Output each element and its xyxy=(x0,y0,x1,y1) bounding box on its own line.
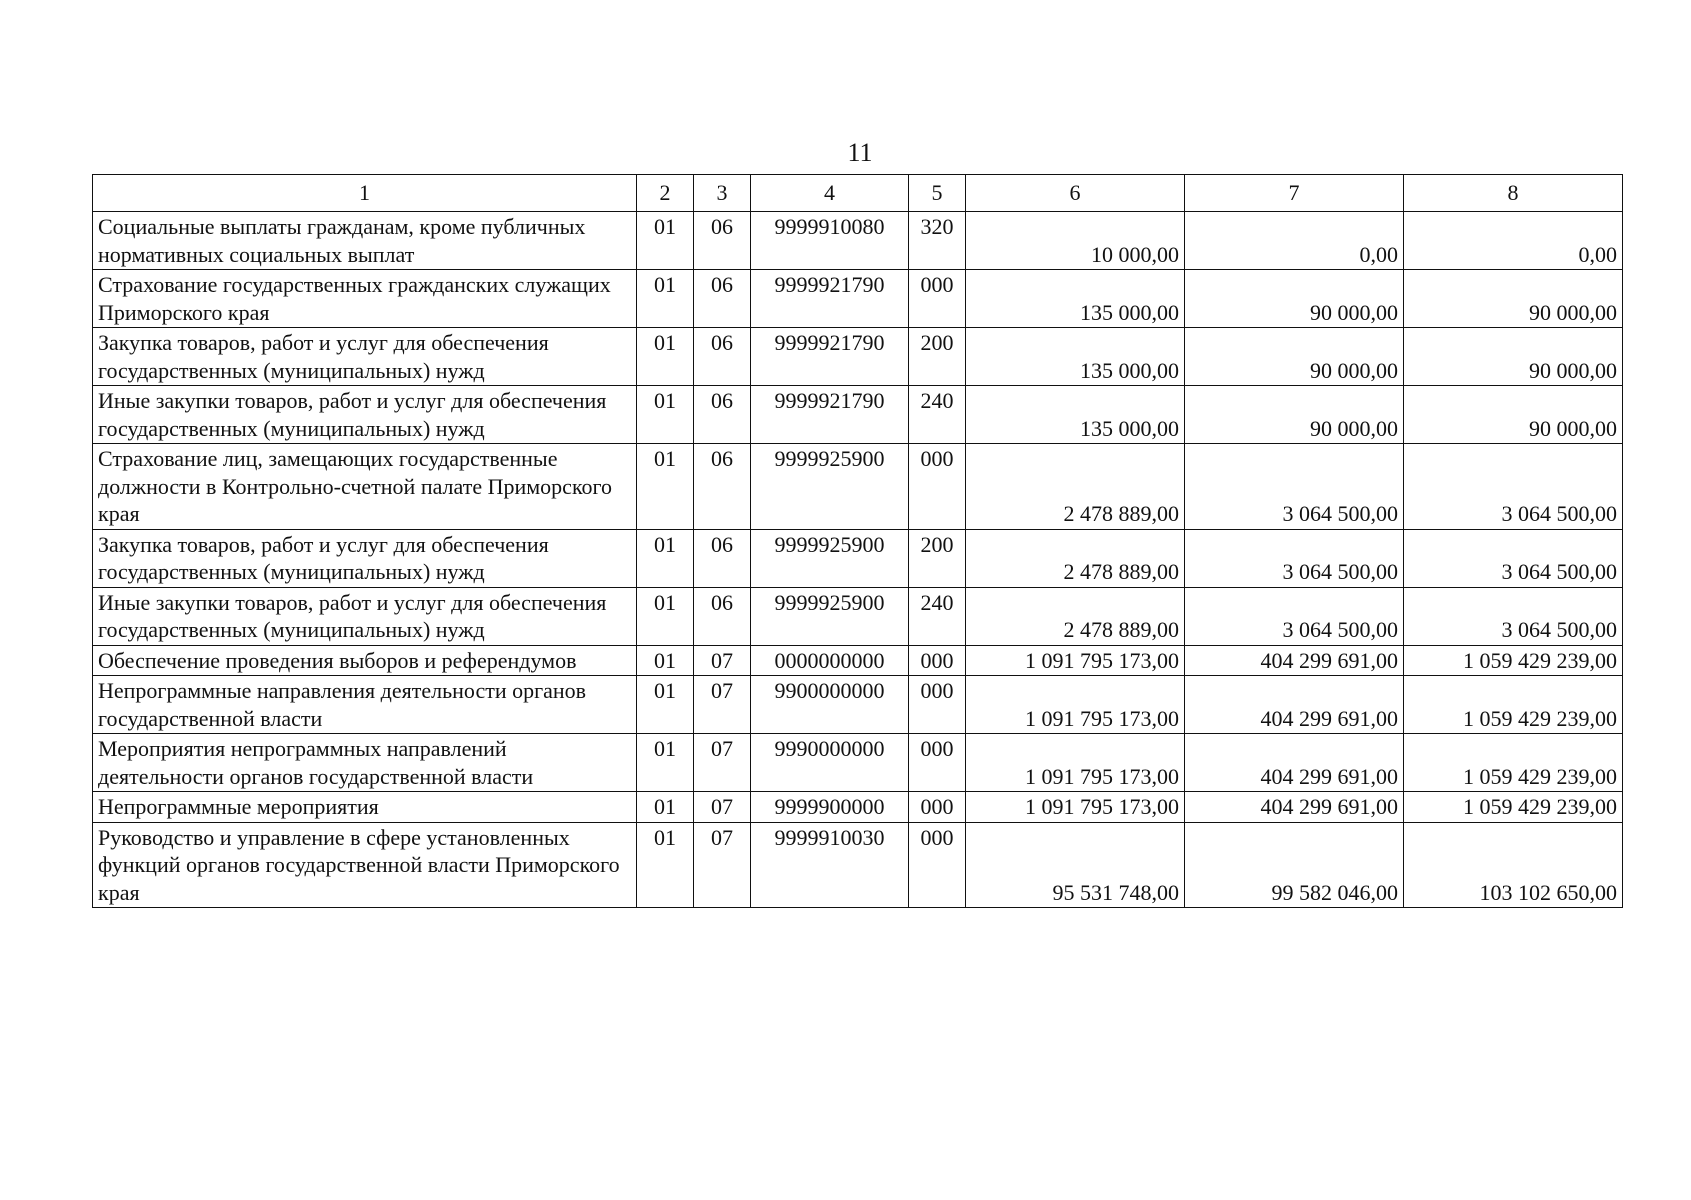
expense-type-code: 200 xyxy=(909,328,966,386)
amount-col-6: 2 478 889,00 xyxy=(966,529,1185,587)
expense-type-code: 240 xyxy=(909,587,966,645)
section-code: 01 xyxy=(637,734,694,792)
amount-col-7: 404 299 691,00 xyxy=(1185,734,1404,792)
section-code: 01 xyxy=(637,645,694,676)
amount-col-6: 95 531 748,00 xyxy=(966,822,1185,908)
amount-col-8: 90 000,00 xyxy=(1404,270,1623,328)
expense-type-code: 000 xyxy=(909,792,966,823)
amount-col-6: 1 091 795 173,00 xyxy=(966,645,1185,676)
amount-col-8: 3 064 500,00 xyxy=(1404,444,1623,530)
subsection-code: 06 xyxy=(694,270,751,328)
target-article-code: 9999921790 xyxy=(751,270,909,328)
amount-col-7: 0,00 xyxy=(1185,212,1404,270)
target-article-code: 9999925900 xyxy=(751,529,909,587)
table-row xyxy=(93,734,1623,792)
amount-col-8: 1 059 429 239,00 xyxy=(1404,676,1623,734)
subsection-code: 06 xyxy=(694,386,751,444)
amount-col-8: 90 000,00 xyxy=(1404,386,1623,444)
subsection-code: 07 xyxy=(694,676,751,734)
table-row xyxy=(93,529,1623,587)
amount-col-8: 3 064 500,00 xyxy=(1404,529,1623,587)
item-name: Обеспечение проведения выборов и референдумов xyxy=(93,645,637,676)
table-row xyxy=(93,328,1623,386)
amount-col-6: 2 478 889,00 xyxy=(966,587,1185,645)
item-name: Непрограммные мероприятия xyxy=(93,792,637,823)
table-row xyxy=(93,676,1623,734)
target-article-code: 9999925900 xyxy=(751,587,909,645)
item-name: Закупка товаров, работ и услуг для обеспечения государственных (муниципальных) нужд xyxy=(93,529,637,587)
amount-col-7: 404 299 691,00 xyxy=(1185,792,1404,823)
amount-col-6: 1 091 795 173,00 xyxy=(966,676,1185,734)
amount-col-7: 90 000,00 xyxy=(1185,386,1404,444)
item-name: Непрограммные направления деятельности органов государственной власти xyxy=(93,676,637,734)
amount-col-6: 135 000,00 xyxy=(966,270,1185,328)
amount-col-6: 135 000,00 xyxy=(966,328,1185,386)
item-name: Социальные выплаты гражданам, кроме публичных нормативных социальных выплат xyxy=(93,212,637,270)
item-name: Иные закупки товаров, работ и услуг для обеспечения государственных (муниципальных) нужд xyxy=(93,587,637,645)
column-header: 7 xyxy=(1185,175,1404,212)
target-article-code: 9900000000 xyxy=(751,676,909,734)
table-row xyxy=(93,386,1623,444)
amount-col-8: 1 059 429 239,00 xyxy=(1404,645,1623,676)
amount-col-8: 3 064 500,00 xyxy=(1404,587,1623,645)
amount-col-6: 135 000,00 xyxy=(966,386,1185,444)
expense-type-code: 320 xyxy=(909,212,966,270)
item-name: Страхование государственных гражданских служащих Приморского края xyxy=(93,270,637,328)
amount-col-7: 90 000,00 xyxy=(1185,328,1404,386)
table-body xyxy=(93,212,1623,908)
section-code: 01 xyxy=(637,386,694,444)
target-article-code: 9999921790 xyxy=(751,328,909,386)
amount-col-8: 0,00 xyxy=(1404,212,1623,270)
target-article-code: 9999925900 xyxy=(751,444,909,530)
amount-col-8: 1 059 429 239,00 xyxy=(1404,734,1623,792)
header-row xyxy=(93,175,1623,212)
amount-col-6: 1 091 795 173,00 xyxy=(966,734,1185,792)
column-header: 8 xyxy=(1404,175,1623,212)
amount-col-6: 1 091 795 173,00 xyxy=(966,792,1185,823)
target-article-code: 0000000000 xyxy=(751,645,909,676)
amount-col-8: 103 102 650,00 xyxy=(1404,822,1623,908)
item-name: Иные закупки товаров, работ и услуг для обеспечения государственных (муниципальных) нужд xyxy=(93,386,637,444)
target-article-code: 9999900000 xyxy=(751,792,909,823)
subsection-code: 07 xyxy=(694,645,751,676)
page-number: 11 xyxy=(847,138,873,167)
section-code: 01 xyxy=(637,212,694,270)
subsection-code: 06 xyxy=(694,444,751,530)
item-name: Закупка товаров, работ и услуг для обеспечения государственных (муниципальных) нужд xyxy=(93,328,637,386)
section-code: 01 xyxy=(637,792,694,823)
amount-col-7: 3 064 500,00 xyxy=(1185,444,1404,530)
item-name: Руководство и управление в сфере установленных функций органов государственной власти Приморского края xyxy=(93,822,637,908)
subsection-code: 06 xyxy=(694,529,751,587)
section-code: 01 xyxy=(637,529,694,587)
item-name: Мероприятия непрограммных направлений деятельности органов государственной власти xyxy=(93,734,637,792)
target-article-code: 9999910080 xyxy=(751,212,909,270)
expense-type-code: 240 xyxy=(909,386,966,444)
table-row xyxy=(93,270,1623,328)
amount-col-7: 404 299 691,00 xyxy=(1185,645,1404,676)
expense-type-code: 000 xyxy=(909,645,966,676)
amount-col-6: 10 000,00 xyxy=(966,212,1185,270)
expense-type-code: 000 xyxy=(909,270,966,328)
expense-type-code: 000 xyxy=(909,444,966,530)
budget-table xyxy=(92,174,1623,908)
subsection-code: 06 xyxy=(694,212,751,270)
table-row xyxy=(93,792,1623,823)
amount-col-7: 3 064 500,00 xyxy=(1185,587,1404,645)
amount-col-8: 1 059 429 239,00 xyxy=(1404,792,1623,823)
amount-col-7: 99 582 046,00 xyxy=(1185,822,1404,908)
subsection-code: 07 xyxy=(694,822,751,908)
section-code: 01 xyxy=(637,328,694,386)
expense-type-code: 200 xyxy=(909,529,966,587)
subsection-code: 06 xyxy=(694,587,751,645)
column-header: 4 xyxy=(751,175,909,212)
section-code: 01 xyxy=(637,444,694,530)
table-row xyxy=(93,212,1623,270)
subsection-code: 07 xyxy=(694,734,751,792)
amount-col-8: 90 000,00 xyxy=(1404,328,1623,386)
expense-type-code: 000 xyxy=(909,822,966,908)
expense-type-code: 000 xyxy=(909,676,966,734)
column-header: 6 xyxy=(966,175,1185,212)
target-article-code: 9990000000 xyxy=(751,734,909,792)
section-code: 01 xyxy=(637,822,694,908)
table-row xyxy=(93,822,1623,908)
expense-type-code: 000 xyxy=(909,734,966,792)
target-article-code: 9999921790 xyxy=(751,386,909,444)
subsection-code: 07 xyxy=(694,792,751,823)
section-code: 01 xyxy=(637,587,694,645)
column-header: 1 xyxy=(93,175,637,212)
amount-col-6: 2 478 889,00 xyxy=(966,444,1185,530)
table-row xyxy=(93,645,1623,676)
section-code: 01 xyxy=(637,676,694,734)
target-article-code: 9999910030 xyxy=(751,822,909,908)
amount-col-7: 404 299 691,00 xyxy=(1185,676,1404,734)
amount-col-7: 90 000,00 xyxy=(1185,270,1404,328)
item-name: Страхование лиц, замещающих государственные должности в Контрольно-счетной палате Приморского края xyxy=(93,444,637,530)
column-header: 5 xyxy=(909,175,966,212)
amount-col-7: 3 064 500,00 xyxy=(1185,529,1404,587)
column-header: 2 xyxy=(637,175,694,212)
table-row xyxy=(93,587,1623,645)
column-header: 3 xyxy=(694,175,751,212)
table-row xyxy=(93,444,1623,530)
subsection-code: 06 xyxy=(694,328,751,386)
section-code: 01 xyxy=(637,270,694,328)
